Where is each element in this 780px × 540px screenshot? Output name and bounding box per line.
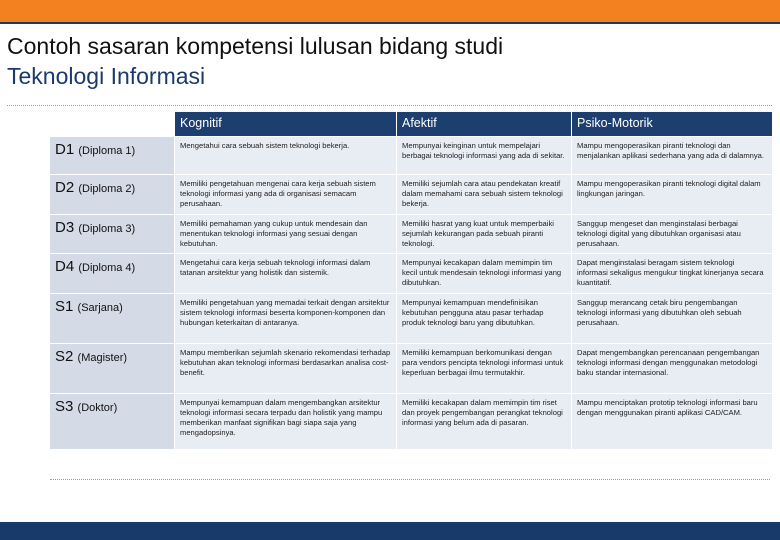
cell-kognitif: Memiliki pemahaman yang cukup untuk mendesain dan menentukan teknologi informasi yang sesuai dengan kebutuhan. bbox=[175, 215, 397, 254]
row-label bbox=[50, 394, 175, 450]
cell-afektif: Memiliki sejumlah cara atau pendekatan kreatif dalam memahami cara sebuah sistem teknologi bekerja. bbox=[397, 175, 572, 215]
table-row-d1 bbox=[50, 137, 773, 175]
header-psiko-motorik: Psiko-Motorik bbox=[572, 112, 773, 137]
row-level: (Magister) bbox=[77, 352, 128, 364]
cell-psiko-motorik: Dapat mengembangkan perencanaan pengembangan teknologi informasi dengan menggunakan metodologi baku standar internasional. bbox=[572, 344, 773, 394]
cell-psiko-motorik: Mampu mengoperasikan piranti teknologi dan menjalankan aplikasi sederhana yang ada di dalamnya. bbox=[572, 137, 773, 175]
cell-kognitif: Mengetahui cara kerja sebuah teknologi informasi dalam tatanan arsitektur yang holistik dan sistemik. bbox=[175, 254, 397, 294]
row-code: S1 bbox=[55, 298, 74, 315]
table-row-d4 bbox=[50, 254, 773, 294]
cell-psiko-motorik: Sanggup merancang cetak biru pengembangan teknologi informasi yang dibutuhkan oleh sebuah perusahaan. bbox=[572, 294, 773, 344]
table-header-row bbox=[50, 112, 773, 137]
header-kognitif: Kognitif bbox=[175, 112, 397, 137]
table-row-d2 bbox=[50, 175, 773, 215]
table-row-s2 bbox=[50, 344, 773, 394]
row-code: D4 bbox=[55, 258, 75, 275]
cell-kognitif: Memiliki pengetahuan yang memadai terkait dengan arsitektur sistem teknologi informasi beserta komponen-komponen dan hubungan keterkaitan di antaranya. bbox=[175, 294, 397, 344]
row-code: D1 bbox=[55, 141, 75, 158]
row-label bbox=[50, 137, 175, 175]
cell-kognitif: Mempunyai kemampuan dalam mengembangkan arsitektur teknologi informasi secara terpadu dan holistik yang mampu memberikan manfaat signifikan bagi siapa saja yang mengadopsinya. bbox=[175, 394, 397, 450]
row-code: S3 bbox=[55, 398, 74, 415]
cell-psiko-motorik: Dapat menginstalasi beragam sistem teknologi informasi sekaligus mengukur tingkat kinerjanya secara kuantitatif. bbox=[572, 254, 773, 294]
row-label bbox=[50, 344, 175, 394]
competency-table bbox=[49, 111, 773, 450]
table-row-d3 bbox=[50, 215, 773, 254]
top-accent-bar bbox=[0, 0, 780, 22]
cell-kognitif: Memiliki pengetahuan mengenai cara kerja sebuah sistem teknologi informasi yang ada di organisasi semacam perusahaan. bbox=[175, 175, 397, 215]
cell-afektif: Mempunyai kemampuan mendefinisikan kebutuhan pengguna atau pasar terhadap produk teknologi baru yang dibutuhkan. bbox=[397, 294, 572, 344]
row-label bbox=[50, 175, 175, 215]
row-code: D3 bbox=[55, 219, 75, 236]
bottom-accent-bar bbox=[0, 522, 780, 540]
cell-afektif: Memiliki hasrat yang kuat untuk memperbaiki sejumlah kekurangan pada sebuah piranti teknologi. bbox=[397, 215, 572, 254]
row-level: (Doktor) bbox=[77, 402, 118, 414]
title-line-2: Teknologi Informasi bbox=[7, 63, 206, 89]
row-level: (Diploma 4) bbox=[78, 262, 136, 274]
row-level: (Diploma 2) bbox=[78, 183, 136, 195]
header-corner bbox=[50, 112, 175, 137]
row-code: S2 bbox=[55, 348, 74, 365]
table-row-s3 bbox=[50, 394, 773, 450]
row-level: (Diploma 1) bbox=[78, 145, 136, 157]
footer-divider bbox=[50, 479, 770, 480]
cell-afektif: Mempunyai kecakapan dalam memimpin tim kecil untuk mendesain teknologi informasi yang dibutuhkan. bbox=[397, 254, 572, 294]
row-label bbox=[50, 294, 175, 344]
top-accent-line bbox=[0, 22, 780, 24]
title-divider bbox=[7, 105, 772, 106]
row-code: D2 bbox=[55, 179, 75, 196]
title-line-1: Contoh sasaran kompetensi lulusan bidang studi bbox=[7, 33, 504, 59]
cell-kognitif: Mampu memberikan sejumlah skenario rekomendasi terhadap kebutuhan akan teknologi informasi berdasarkan analisa cost-benefit. bbox=[175, 344, 397, 394]
row-level: (Diploma 3) bbox=[78, 223, 136, 235]
cell-psiko-motorik: Mampu menciptakan prototip teknologi informasi baru dengan menggunakan piranti aplikasi CAD/CAM. bbox=[572, 394, 773, 450]
row-label bbox=[50, 215, 175, 254]
cell-psiko-motorik: Mampu mengoperasikan piranti teknologi digital dalam lingkungan jaringan. bbox=[572, 175, 773, 215]
cell-afektif: Memiliki kemampuan berkomunikasi dengan para vendors pencipta teknologi informasi untuk keperluan berbagai ilmu termutakhir. bbox=[397, 344, 572, 394]
table-row-s1 bbox=[50, 294, 773, 344]
cell-afektif: Mempunyai keinginan untuk mempelajari berbagai teknologi informasi yang ada di sekitar. bbox=[397, 137, 572, 175]
header-afektif: Afektif bbox=[397, 112, 572, 137]
cell-psiko-motorik: Sanggup mengeset dan menginstalasi berbagai teknologi digital yang dibutuhkan organisasi atau perusahaan. bbox=[572, 215, 773, 254]
cell-afektif: Memiliki kecakapan dalam memimpin tim riset dan proyek pengembangan perangkat teknologi informasi yang belum ada di pasaran. bbox=[397, 394, 572, 450]
slide-title bbox=[7, 31, 767, 91]
row-label bbox=[50, 254, 175, 294]
row-level: (Sarjana) bbox=[77, 302, 123, 314]
cell-kognitif: Mengetahui cara sebuah sistem teknologi bekerja. bbox=[175, 137, 397, 175]
